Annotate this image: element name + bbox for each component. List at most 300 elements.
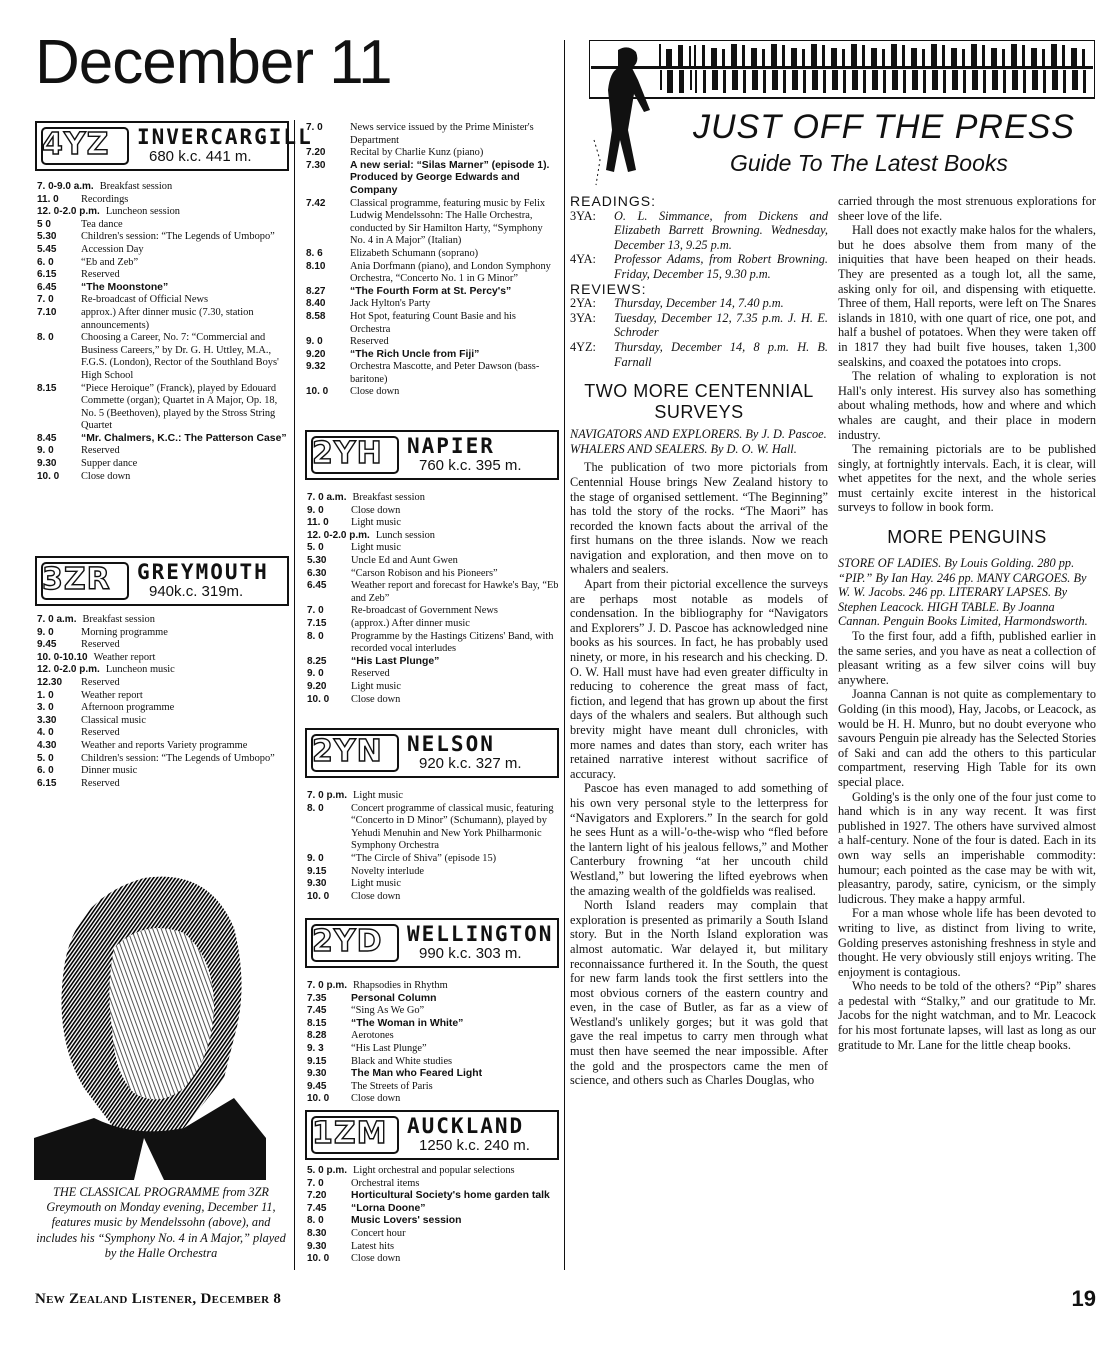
schedule-program: Reserved (350, 336, 389, 348)
schedule-time: 7.15 (307, 617, 327, 629)
schedule-item (307, 580, 559, 605)
schedule-program: Dinner music (81, 765, 138, 777)
schedule-program: Light music (351, 680, 401, 692)
schedule-item (307, 631, 559, 656)
schedule-program: Classical music (81, 714, 146, 726)
schedule-time: 1. 0 (37, 689, 54, 701)
schedule-program: Orchestral items (351, 1177, 420, 1189)
schedule-list (307, 492, 559, 706)
schedule-time: 12. 0-2.0 p.m. (37, 206, 100, 218)
schedule-program: Lunch session (375, 529, 435, 541)
schedule-time: 8.25 (307, 655, 327, 667)
schedule-item (37, 458, 289, 471)
schedule-time: 5.30 (307, 554, 327, 566)
schedule-item (307, 1081, 559, 1094)
paragraph: Golding's is the only one of the four just come to hand which is in any way recent. It was first published in 1927. The others have survived almost a half-century. None of the four is dated. Each in its own way sells an imperishable commodity: humour; each pointed as the case may be with wit, pleasantry, parody, satire, cynicism, or the simply ludicrous. They make a happy armful. (838, 789, 1096, 906)
penguins-list: STORE OF LADIES. By Louis Golding. 280 pp. “PIP.” By Ian Hay. 246 pp. MANY CARGOES. By W. W. Jacobs. 246 pp. LITERARY LAPSES. By Stephen Leacock. HIGH TABLE. By Joanna Cannan. Penguin Books Limited, Harmondsworth. (838, 556, 1088, 629)
schedule-item (307, 568, 559, 581)
schedule-item (37, 765, 289, 778)
schedule-program: Weather and reports Variety programme (81, 739, 248, 751)
schedule-list (306, 122, 558, 399)
schedule-program: Aerotones (351, 1030, 394, 1042)
schedule-time: 8.28 (307, 1030, 327, 1042)
schedule-time: 9. 0 (37, 626, 54, 638)
schedule-program: The Man who Feared Light (351, 1068, 483, 1080)
reviews-list (570, 296, 828, 369)
schedule-program: Light music (351, 542, 401, 554)
listing-detail: Thursday, December 14, 8 p.m. H. B. Farnall (614, 339, 828, 369)
schedule-time: 6. 0 (37, 256, 54, 268)
schedule-time: 7.10 (37, 306, 57, 318)
schedule-item (307, 853, 559, 866)
page-title: December 11 (35, 28, 392, 97)
schedule-time: 12.30 (37, 676, 63, 688)
schedule-item (306, 349, 558, 362)
listing-entry (570, 311, 828, 340)
column-rule (564, 40, 565, 1270)
footer-publication: New Zealand Listener, December 8 (35, 1291, 282, 1307)
schedule-time: 8.15 (307, 1017, 327, 1029)
schedule-time: 6.45 (37, 281, 57, 293)
paragraph: Who needs to be told of the others? “Pip” shares a pedestal with “Stalky,” and our gratitude to Mr. Jacobs for the night watchman, and to Mr. Leacock for his most fortunate lapses, will last as long as our gratitude to Mr. Lane for the little cheap books. (838, 979, 1096, 1052)
schedule-time: 7. 0 (306, 122, 323, 133)
schedule-item (37, 445, 289, 458)
schedule-time: 9. 0 (307, 668, 324, 680)
schedule-item (307, 1165, 559, 1178)
schedule-time: 7.35 (307, 992, 327, 1004)
schedule-item (307, 1068, 559, 1081)
listing-detail: Thursday, December 14, 7.40 p.m. (614, 296, 784, 311)
listing-detail: Professor Adams, from Robert Browning. Friday, December 15, 9.30 p.m. (614, 252, 828, 281)
schedule-program: Close down (351, 890, 401, 902)
schedule-program: “The Woman in White” (351, 1017, 464, 1029)
readings-list (570, 209, 828, 282)
schedule-item (37, 206, 289, 219)
schedule-time: 10. 0 (306, 386, 329, 398)
schedule-item (37, 740, 289, 753)
schedule-item (37, 433, 289, 446)
schedule-program: Close down (350, 386, 400, 398)
station-code: 4YZ: (570, 339, 596, 354)
schedule-item (307, 980, 559, 993)
schedule-program: Tea dance (81, 218, 123, 230)
schedule-program: Elizabeth Schumann (soprano) (350, 247, 479, 259)
schedule-program: Close down (351, 693, 401, 705)
section-byline: NAVIGATORS AND EXPLORERS. By J. D. Pascoe. WHALERS AND SEALERS. By D. O. W. Hall. (570, 427, 827, 456)
schedule-item (307, 1005, 559, 1018)
schedule-program: “Eb and Zeb” (81, 256, 139, 268)
listing-entry (570, 209, 828, 253)
schedule-time: 9. 3 (307, 1042, 324, 1054)
schedule-time: 4. 0 (37, 727, 54, 739)
schedule-time: 5 0 (37, 218, 51, 230)
listing-entry (570, 252, 828, 281)
station-name: NAPIER (407, 434, 495, 458)
schedule-time: 7.42 (306, 197, 326, 209)
paragraph: Pascoe has even managed to add something of his own very personal style to the letterpress for “Navigators and Explorers.” In the search for gold he sees Hunt as a will-'o-the-wisp who “fled before the lantern light of his jealous fellows,” and Mother Canterbury frowning “at her uncouth child Westland,” but lowering the lifted eyebrows when the amazing wealth of the goldfields was realised. (570, 781, 828, 898)
reviews-label: REVIEWS: (570, 280, 647, 297)
schedule-item (37, 690, 289, 703)
schedule-item (306, 160, 558, 198)
schedule-item (306, 336, 558, 349)
schedule-item (307, 878, 559, 891)
schedule-item (306, 147, 558, 160)
schedule-time: 8.15 (37, 382, 57, 394)
schedule-program: Children's session: “The Legends of Umbopo” (81, 231, 275, 243)
schedule-item (37, 652, 289, 665)
schedule-time: 5. 0 (307, 542, 324, 554)
paragraph: Apart from their pictorial excellence the surveys are perhaps most notable as models of condensation. In the bibliography for “Navigators and Explorers” J. D. Pascoe has acknowledged nine books as his sources. In fact, he has probably used ninety, or more, in his research and his checking. D. O. W. Hall must have had even greater difficulty in reducing to coherence the great mass of fact, fiction, and legend that has grown up about the first days of the whalers and sealers. But although such brevity might have meant dull chronicles, with more names and dates than story, each writer has retained narrative interest without sacrifice of accuracy. (570, 577, 828, 781)
schedule-item (307, 1228, 559, 1241)
section-body-cont (838, 194, 1096, 515)
station-call-sign: 4YZ (42, 127, 110, 162)
station-header (305, 430, 559, 480)
station-name: NELSON (407, 732, 495, 756)
schedule-item (307, 993, 559, 1006)
books-headline: JUST OFF THE PRESS (693, 108, 1075, 146)
schedule-program: “Lorna Doone” (351, 1202, 426, 1214)
station-header (305, 728, 559, 778)
schedule-time: 9.20 (307, 680, 327, 692)
schedule-time: 8.27 (306, 285, 326, 297)
schedule-program: Reserved (351, 668, 390, 680)
schedule-item (307, 668, 559, 681)
station-call-sign: 3ZR (42, 562, 111, 597)
mendelssohn-portrait (34, 838, 266, 1180)
schedule-time: 8. 6 (306, 247, 323, 259)
reader-figure-icon (588, 40, 678, 190)
schedule-item (37, 639, 289, 652)
schedule-time: 7. 0 p.m. (307, 980, 348, 991)
schedule-time: 9.45 (307, 1080, 327, 1092)
schedule-time: 7. 0 a.m. (37, 614, 77, 625)
section-title: TWO MORE CENTENNIAL SURVEYS (584, 381, 814, 423)
schedule-time: 4.30 (37, 739, 57, 751)
schedule-item (307, 656, 559, 669)
schedule-item (307, 790, 559, 803)
schedule-item (37, 627, 289, 640)
schedule-list (307, 1165, 559, 1266)
schedule-item (306, 122, 558, 147)
schedule-time: 9.30 (37, 458, 57, 470)
schedule-item (307, 1056, 559, 1069)
schedule-time: 9.30 (307, 1068, 327, 1080)
schedule-program: Reserved (81, 777, 120, 789)
schedule-program: Light music (353, 790, 403, 801)
schedule-program: approx.) After dinner music (7.30, station announcements) (81, 306, 254, 331)
schedule-item (307, 891, 559, 904)
schedule-time: 6.30 (307, 567, 327, 579)
station-code: 3YA: (570, 310, 596, 325)
paragraph: For a man whose whole life has been devoted to writing to live, as distinct from living to write, Golding preserves astonishing freshness in style and thought. He very obviously still enjoys writing. The enjoyment is contagious. (838, 906, 1096, 979)
schedule-time: 6.15 (37, 269, 57, 281)
paragraph: The publication of two more pictorials from Centennial House brings New Zealand history to the stage of organised settlement. “The Beginning” has told the story of the rocks. “The Maori” has recorded the known facts about the arrival of the first humans on the three islands. Now we reach navigation and exploration, and then move on to whalers and sealers. (570, 460, 828, 577)
schedule-time: 9.30 (307, 1240, 327, 1252)
schedule-time: 9.15 (307, 1055, 327, 1067)
schedule-program: Latest hits (351, 1240, 394, 1252)
schedule-time: 8.10 (306, 260, 326, 272)
schedule-item (307, 1241, 559, 1254)
station-name: INVERCARGILL (137, 125, 313, 149)
schedule-item (307, 605, 559, 618)
station-header (35, 556, 289, 606)
station-frequency: 990 k.c. 303 m. (419, 945, 522, 962)
schedule-program: Choosing a Career, No. 7: “Commercial and Business Careers,” by Dr. G. H. Uttley, M.A., F.G.S. (London), Rector of the Southland Boys' High School (81, 332, 279, 381)
schedule-program: “Mr. Chalmers, K.C.: The Patterson Case” (81, 432, 287, 444)
schedule-item (37, 282, 289, 295)
station-frequency: 920 k.c. 327 m. (419, 755, 522, 772)
listing-detail: O. L. Simmance, from Dickens and Elizabeth Barrett Browning. Wednesday, December 13, 9.25 p.m. (614, 208, 828, 252)
paragraph: carried through the most strenuous explorations for sheer love of the life. (838, 194, 1096, 223)
schedule-program: Music Lovers' session (351, 1215, 462, 1227)
books-column-1 (570, 194, 828, 1088)
schedule-time: 10. 0 (307, 890, 330, 902)
schedule-program: Breakfast session (99, 181, 173, 192)
schedule-program: Concert programme of classical music, featuring “Concerto in D Minor” (Schumann), played by Yehudi Menuhin and New York Philharmonic Symphony Orchestra (351, 802, 554, 852)
schedule-item (306, 286, 558, 299)
station-frequency: 940k.c. 319m. (149, 583, 244, 600)
schedule-item (307, 694, 559, 707)
schedule-item (306, 261, 558, 286)
schedule-program: Novelty interlude (351, 865, 425, 877)
schedule-item (307, 530, 559, 543)
schedule-program: Close down (351, 504, 401, 516)
schedule-time: 8. 0 (307, 802, 324, 814)
schedule-time: 6.45 (307, 580, 327, 592)
station-frequency: 760 k.c. 395 m. (419, 457, 522, 474)
schedule-time: 5. 0 p.m. (307, 1165, 348, 1176)
schedule-item (306, 248, 558, 261)
schedule-item (37, 715, 289, 728)
schedule-program: Accession Day (81, 243, 144, 255)
column-rule (294, 120, 295, 1270)
schedule-item (307, 1178, 559, 1191)
schedule-time: 10. 0 (307, 1093, 330, 1105)
schedule-program: Uncle Ed and Aunt Gwen (351, 554, 458, 566)
schedule-item (307, 505, 559, 518)
schedule-time: 7.45 (307, 1005, 327, 1017)
schedule-program: Breakfast session (82, 614, 155, 625)
schedule-time: 8.58 (306, 310, 326, 322)
schedule-item (37, 702, 289, 715)
schedule-time: 5. 0 (37, 752, 54, 764)
paragraph: The remaining pictorials are to be published singly, at fortnightly intervals. Each, it is clear, will whet appetites for the next, and the whole series must certainly excite interest in the historical surveys to follow in book form. (838, 442, 1096, 515)
schedule-program: Personal Column (351, 992, 437, 1004)
schedule-time: 9.20 (306, 348, 326, 360)
schedule-program: “The Rich Uncle from Fiji” (350, 348, 480, 360)
schedule-item (307, 555, 559, 568)
station-frequency: 680 k.c. 441 m. (149, 148, 252, 165)
schedule-program: Re-broadcast of Government News (351, 605, 498, 617)
schedule-time: 9. 0 (37, 445, 54, 457)
schedule-item (37, 294, 289, 307)
schedule-item (307, 1190, 559, 1203)
schedule-item (37, 181, 289, 194)
portrait-caption: THE CLASSICAL PROGRAMME from 3ZR Greymouth on Monday evening, December 11, features music by Mendelssohn (above), and includes his “Symphony No. 4 in A Major,” played by the Halle Orchestra (36, 1185, 286, 1260)
schedule-program: Jack Hylton's Party (350, 298, 431, 310)
schedule-program: “The Fourth Form at St. Percy's” (350, 285, 512, 297)
schedule-program: Classical programme, featuring music by Felix Ludwig Mendelssohn: The Halle Orchestra, conducted by Sir Hamilton Harty, “Symphony No. 4 in A Major” (Italian) (350, 197, 546, 247)
schedule-time: 9.15 (307, 865, 327, 877)
schedule-program: Weather report and forecast for Hawke's Bay, “Eb and Zeb” (351, 580, 559, 604)
schedule-program: Luncheon music (105, 664, 175, 676)
schedule-time: 12. 0-2.0 p.m. (307, 529, 370, 541)
schedule-time: 10. 0 (37, 470, 60, 482)
schedule-time: 10. 0-10.10 (37, 651, 88, 663)
schedule-program: A new serial: “Silas Marner” (episode 1). Produced by George Edwards and Company (350, 159, 550, 196)
schedule-item (37, 614, 289, 627)
section-title: MORE PENGUINS (887, 527, 1047, 548)
schedule-item (307, 866, 559, 879)
schedule-item (306, 386, 558, 399)
books-subhead: Guide To The Latest Books (730, 150, 1008, 176)
schedule-item (306, 311, 558, 336)
schedule-time: 8. 0 (307, 1215, 324, 1227)
schedule-time: 7.20 (306, 147, 326, 159)
schedule-time: 7.30 (306, 159, 326, 171)
schedule-time: 7.45 (307, 1202, 327, 1214)
schedule-time: 3. 0 (37, 702, 54, 714)
schedule-item (37, 664, 289, 677)
station-header (305, 918, 559, 968)
schedule-program: Hot Spot, featuring Count Basie and his Orchestra (350, 310, 516, 335)
schedule-time: 5.30 (37, 231, 57, 243)
schedule-item (307, 517, 559, 530)
schedule-time: 11. 0 (37, 193, 59, 205)
schedule-time: 8.30 (307, 1227, 327, 1239)
schedule-time: 10. 0 (307, 1253, 330, 1265)
schedule-time: 9. 0 (306, 336, 323, 348)
schedule-program: Weather report (81, 689, 143, 701)
schedule-item (37, 257, 289, 270)
schedule-item (306, 298, 558, 311)
listing-entry (570, 340, 828, 369)
schedule-item (307, 1093, 559, 1106)
schedule-item (307, 1215, 559, 1228)
schedule-time: 7. 0 a.m. (307, 492, 347, 503)
station-call-sign: 2YH (312, 436, 383, 471)
station-frequency: 1250 k.c. 240 m. (419, 1137, 530, 1154)
schedule-program: Light orchestral and popular selections (353, 1165, 515, 1176)
schedule-time: 7. 0-9.0 a.m. (37, 181, 94, 192)
listing-detail: Tuesday, December 12, 7.35 p.m. J. H. E. Schroder (614, 310, 828, 340)
station-call-sign: 1ZM (312, 1116, 388, 1151)
schedule-program: “The Circle of Shiva” (episode 15) (351, 852, 497, 864)
schedule-item (37, 383, 289, 433)
station-name: AUCKLAND (407, 1114, 525, 1138)
schedule-program: News service issued by the Prime Minister's Department (350, 122, 534, 146)
schedule-time: 7.20 (307, 1190, 327, 1202)
schedule-program: Light music (351, 878, 401, 890)
schedule-item (37, 269, 289, 282)
schedule-program: “His Last Plunge” (351, 1042, 427, 1054)
schedule-program: Supper dance (81, 458, 138, 470)
schedule-time: 9. 0 (307, 852, 324, 864)
section-body (838, 629, 1096, 1052)
schedule-item (307, 492, 559, 505)
schedule-program: Morning programme (81, 626, 168, 638)
station-code: 2YA: (570, 296, 596, 311)
schedule-time: 12. 0-2.0 p.m. (37, 664, 100, 676)
schedule-time: 7. 0 (307, 1177, 324, 1189)
paragraph: Hall does not exactly make halos for the whalers, but he does absolve them from many of the iniquities that have been heaped on their heads. They are presented as a tough lot, all the same, asking only for oil, and dispensing with etiquette. Three of them, Hall reports, were left on The Snares islands in 1810, with one quart of rice, one pot, and half a bushel of potatoes. When they were taken off in 1817 they had built five houses, taken 1,300 sealskins, and coaxed the potatoes into crops. (838, 223, 1096, 369)
schedule-item (307, 681, 559, 694)
schedule-program: Reserved (81, 639, 120, 651)
station-call-sign: 2YD (312, 924, 383, 959)
schedule-item (307, 803, 559, 853)
schedule-item (306, 198, 558, 248)
schedule-item (307, 1043, 559, 1056)
schedule-item (307, 542, 559, 555)
schedule-item (37, 753, 289, 766)
schedule-program: (approx.) After dinner music (351, 617, 470, 629)
schedule-program: Reserved (81, 269, 120, 281)
schedule-time: 9. 0 (307, 504, 324, 516)
schedule-item (37, 677, 289, 690)
schedule-program: Concert hour (351, 1227, 406, 1239)
schedule-item (307, 1203, 559, 1216)
paragraph: Joanna Cannan is not quite as complementary to Golding (in this mood), Hay, Jacobs, or Leacock, as would be H. H. Munro, but no doubt everyone who savours Penguin pie already has the Selected Stories of Saki and can add the others to this particular compartment, reserving High Table for its own special place. (838, 687, 1096, 789)
schedule-time: 6. 0 (37, 765, 54, 777)
schedule-time: 3.30 (37, 714, 57, 726)
schedule-program: Close down (351, 1253, 401, 1265)
schedule-program: Weather report (93, 651, 156, 663)
paragraph: North Island readers may complain that exploration is presented as primarily a South Island story. But in the North Island exploration was almost automatic. War delayed it, but military reconnaissance furthered it. In the South, the quest for new farm lands took the first settlers into the most obvious corners of the eastern country and even, in the case of Butler, as far as a view of Westland's unlikely gorges; but it was gold that gave the real impetus to carry men through what must then have seemed the near impossible. After the gold and the prospectors came the men of science, and others such as Charles Douglas, who (570, 898, 828, 1088)
schedule-program: The Streets of Paris (351, 1080, 433, 1092)
schedule-program: Afternoon programme (81, 702, 175, 714)
schedule-program: Reserved (81, 676, 120, 688)
schedule-item (37, 727, 289, 740)
schedule-item (37, 231, 289, 244)
schedule-program: Luncheon session (105, 206, 180, 218)
schedule-item (37, 471, 289, 484)
schedule-program: Recordings (81, 193, 129, 205)
schedule-time: 9.30 (307, 878, 327, 890)
schedule-time: 9.45 (37, 639, 57, 651)
schedule-item (37, 332, 289, 382)
station-name: GREYMOUTH (137, 560, 269, 584)
schedule-item (37, 244, 289, 257)
station-header (35, 121, 313, 171)
schedule-program: Reserved (81, 727, 120, 739)
schedule-time: 11. 0 (307, 517, 329, 529)
schedule-time: 7. 0 p.m. (307, 790, 348, 801)
schedule-item (37, 194, 289, 207)
paragraph: The relation of whaling to exploration is not Hall's only interest. His survey also has something about whaling methods, how and where and which whales are caught, and their place in modern industry. (838, 369, 1096, 442)
schedule-list (37, 614, 289, 790)
schedule-item (37, 219, 289, 232)
schedule-program: Re-broadcast of Official News (81, 294, 209, 306)
books-column-2 (838, 194, 1096, 1052)
schedule-item (307, 618, 559, 631)
schedule-time: 7. 0 (307, 605, 324, 617)
schedule-list (307, 980, 559, 1106)
schedule-item (306, 361, 558, 386)
schedule-time: 10. 0 (307, 693, 330, 705)
schedule-item (37, 778, 289, 791)
schedule-program: Orchestra Mascotte, and Peter Dawson (bass-baritone) (350, 361, 540, 385)
schedule-program: “The Moonstone” (81, 281, 169, 293)
station-code: 3YA: (570, 208, 596, 223)
section-body (570, 460, 828, 1088)
schedule-program: “His Last Plunge” (351, 655, 440, 667)
schedule-time: 8.40 (306, 298, 326, 310)
schedule-item (307, 1030, 559, 1043)
readings-label: READINGS: (570, 193, 657, 209)
schedule-list (37, 181, 289, 483)
schedule-program: Light music (351, 517, 401, 529)
schedule-list (307, 790, 559, 903)
